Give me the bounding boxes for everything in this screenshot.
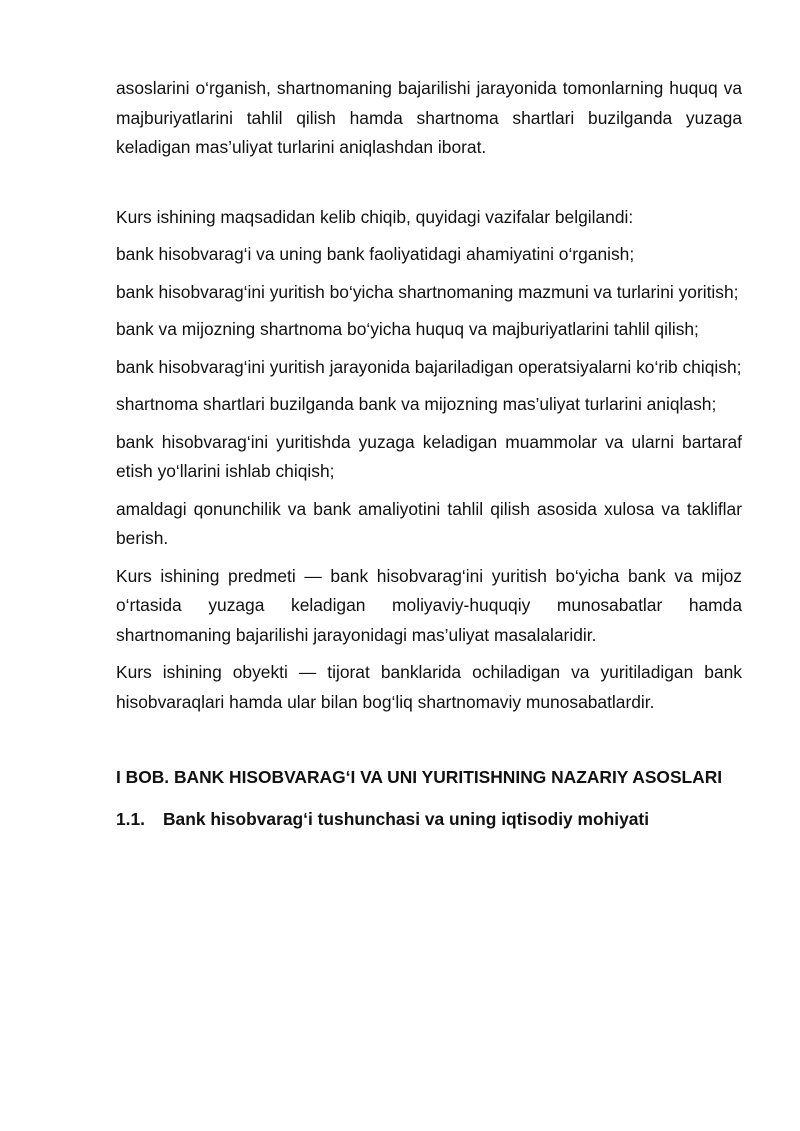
task-item-4: bank hisobvarag‘ini yuritish jarayonida bajariladigan operatsiyalarni ko‘rib chiqish; <box>116 356 742 377</box>
subject-paragraph: Kurs ishining predmeti — bank hisobvarag‘ini yuritish bo‘yicha bank va mijoz o‘rtasida yuzaga keladigan moliyaviy-huquqiy munosabatlar hamda shartnomaning bajarilishi jarayonidagi mas’uliyat masalalaridir. <box>116 565 742 645</box>
task-item-7: amaldagi qonunchilik va bank amaliyotini tahlil qilish asosida xulosa va takliflar berish. <box>116 498 742 548</box>
section-title: Bank hisobvarag‘i tushunchasi va uning iqtisodiy mohiyati <box>163 808 650 829</box>
task-item-3: bank va mijozning shartnoma bo‘yicha huquq va majburiyatlarini tahlil qilish; <box>116 319 699 339</box>
tasks-intro-paragraph: Kurs ishining maqsadidan kelib chiqib, quyidagi vazifalar belgilandi: <box>116 206 634 227</box>
task-item-5: shartnoma shartlari buzilganda bank va mijozning mas’uliyat turlarini aniqlash; <box>116 394 717 414</box>
object-paragraph: Kurs ishining obyekti — tijorat banklarida ochiladigan va yuritiladigan bank hisobvaraqlari hamda ular bilan bog‘liq shartnomaviy munosabatlardir. <box>116 662 742 712</box>
section-number: 1.1. <box>116 808 146 829</box>
document-page <box>116 74 742 834</box>
task-item-1: bank hisobvarag‘i va uning bank faoliyatidagi ahamiyatini o‘rganish; <box>116 244 635 264</box>
chapter-heading: I BOB. BANK HISOBVARAG‘I VA UNI YURITISHNING NAZARIY ASOSLARI <box>116 767 723 787</box>
task-item-2: bank hisobvarag‘ini yuritish bo‘yicha shartnomaning mazmuni va turlarini yoritish; <box>116 281 739 302</box>
intro-continuation-paragraph: asoslarini o‘rganish, shartnomaning bajarilishi jarayonida tomonlarning huquq va majburiyatlarini tahlil qilish hamda shartnoma shartlari buzilganda yuzaga keladigan mas’uliyat turlarini aniqlashdan iborat. <box>116 78 742 157</box>
section-heading <box>116 805 742 835</box>
task-item-6: bank hisobvarag‘ini yuritishda yuzaga keladigan muammolar va ularni bartaraf etish yo‘llarini ishlab chiqish; <box>116 431 742 481</box>
